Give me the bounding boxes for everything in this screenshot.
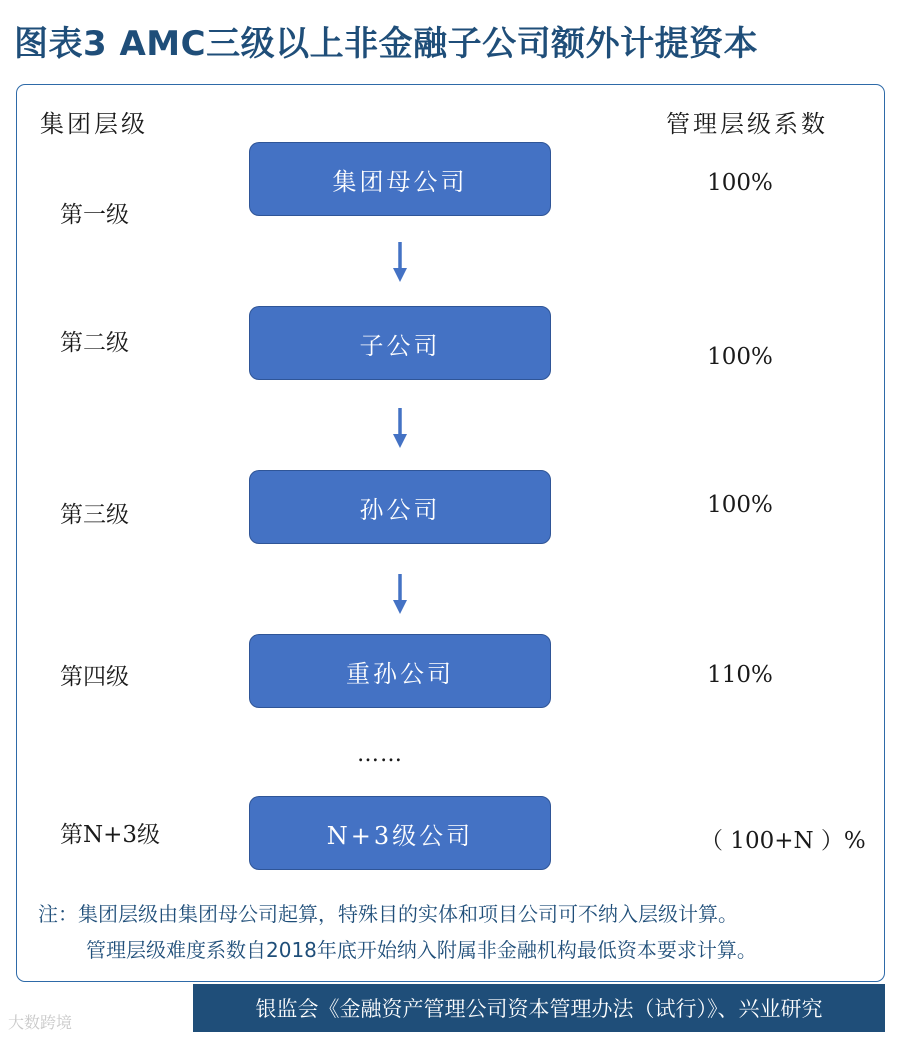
note-line-2: 管理层级难度系数自2018年底开始纳入附属非金融机构最低资本要求计算。	[86, 938, 757, 962]
level-label-4: 第四级	[60, 664, 129, 690]
company-box-1: 集团母公司	[249, 142, 551, 216]
company-box-4: 重孙公司	[249, 634, 551, 708]
arrow-down-icon	[390, 240, 410, 284]
watermark: 大数跨境	[8, 1013, 73, 1032]
company-box-2: 子公司	[249, 306, 551, 380]
ellipsis: ……	[357, 742, 403, 767]
coefficient-3: 100%	[707, 492, 773, 518]
level-label-3: 第三级	[60, 502, 129, 528]
arrow-down-icon	[390, 406, 410, 450]
coefficient-2: 100%	[707, 344, 773, 370]
level-label-2: 第二级	[60, 330, 129, 356]
source-banner: 银监会《金融资产管理公司资本管理办法（试行）》、兴业研究	[193, 984, 885, 1032]
header-group-level: 集团层级	[40, 110, 148, 138]
level-label-n3: 第N+3级	[60, 822, 161, 848]
coefficient-n3: （ 100+N ）%	[700, 828, 866, 854]
arrow-down-icon	[390, 572, 410, 616]
figure-title: 图表3 AMC三级以上非金融子公司额外计提资本	[14, 24, 759, 64]
header-coefficient: 管理层级系数	[666, 110, 828, 138]
company-box-n3: N+3级公司	[249, 796, 551, 870]
coefficient-1: 100%	[707, 170, 773, 196]
note-line-1: 注：集团层级由集团母公司起算，特殊目的实体和项目公司可不纳入层级计算。	[38, 902, 738, 926]
coefficient-4: 110%	[707, 662, 773, 688]
company-box-3: 孙公司	[249, 470, 551, 544]
level-label-1: 第一级	[60, 202, 129, 228]
